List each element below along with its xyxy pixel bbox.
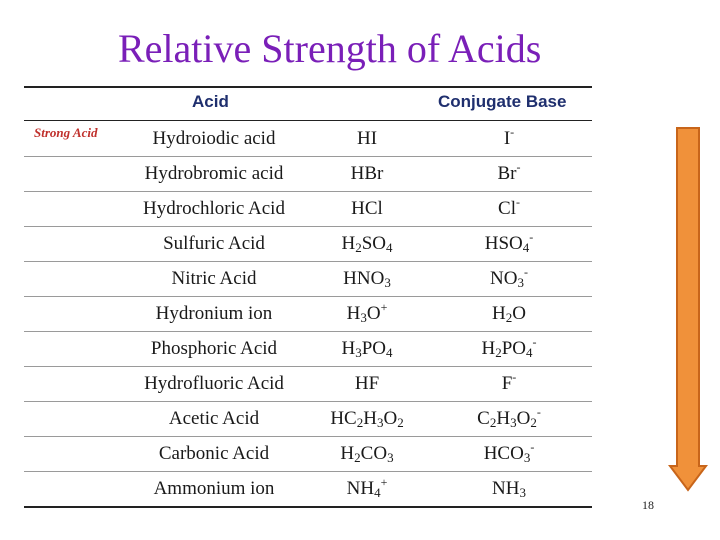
acid-name: Sulfuric Acid bbox=[163, 233, 265, 254]
formula-subscript: 2 bbox=[495, 345, 502, 360]
formula-subscript: 3 bbox=[360, 310, 367, 325]
formula-subscript: 2 bbox=[530, 415, 537, 430]
conjugate-base-formula bbox=[454, 402, 564, 436]
table-row bbox=[24, 157, 592, 192]
formula-text: H bbox=[340, 443, 355, 464]
formula-superscript: - bbox=[532, 335, 537, 349]
conjugate-base-formula bbox=[454, 122, 564, 156]
formula-subscript: 4 bbox=[386, 240, 393, 255]
page-number: 18 bbox=[642, 498, 654, 512]
formula-subscript: 3 bbox=[387, 450, 394, 465]
formula-text: CO bbox=[360, 443, 388, 464]
conjugate-base-formula bbox=[454, 297, 564, 331]
formula-text: HNO bbox=[343, 268, 385, 289]
formula-text: H bbox=[363, 408, 377, 429]
formula-superscript: - bbox=[512, 370, 517, 384]
formula-text: HF bbox=[354, 373, 380, 394]
formula-subscript: 3 bbox=[523, 450, 531, 465]
formula-superscript: - bbox=[536, 405, 541, 419]
formula-text: H bbox=[496, 408, 511, 429]
header-conjugate-base: Conjugate Base bbox=[438, 92, 567, 111]
formula-text: NH bbox=[346, 478, 375, 499]
table-row bbox=[24, 437, 592, 472]
acid-formula bbox=[312, 437, 422, 471]
conjugate-base-formula bbox=[454, 437, 564, 471]
formula-text: O bbox=[383, 408, 398, 429]
formula-text: I bbox=[503, 128, 511, 149]
formula-subscript: 4 bbox=[522, 240, 530, 255]
formula-subscript: 2 bbox=[489, 415, 497, 430]
formula-text: HCl bbox=[351, 198, 383, 219]
acid-name: Hydrofluoric Acid bbox=[144, 373, 284, 394]
table-row bbox=[24, 262, 592, 297]
formula-text: H bbox=[492, 303, 506, 324]
formula-subscript: 4 bbox=[386, 345, 393, 360]
acid-formula bbox=[312, 402, 422, 436]
formula-subscript: 2 bbox=[354, 450, 361, 465]
table-row bbox=[24, 367, 592, 402]
acid-formula bbox=[312, 332, 422, 366]
formula-subscript: 3 bbox=[384, 275, 391, 290]
acid-formula bbox=[312, 297, 422, 331]
formula-superscript: + bbox=[380, 300, 388, 314]
table-row bbox=[24, 297, 592, 332]
formula-text: HBr bbox=[350, 163, 384, 184]
conjugate-base-formula bbox=[454, 192, 564, 226]
formula-subscript: 3 bbox=[510, 415, 517, 430]
formula-text: PO bbox=[361, 338, 387, 359]
formula-text: SO bbox=[361, 233, 387, 254]
formula-superscript: - bbox=[510, 125, 515, 139]
acid-formula bbox=[312, 192, 422, 226]
acid-name: Hydroiodic acid bbox=[152, 128, 276, 149]
formula-text: NO bbox=[490, 268, 518, 289]
formula-text: HCO bbox=[483, 443, 524, 464]
formula-subscript: 3 bbox=[355, 345, 362, 360]
formula-text: HSO bbox=[484, 233, 523, 254]
formula-subscript: 3 bbox=[376, 415, 384, 430]
formula-text: H bbox=[346, 303, 361, 324]
conjugate-base-formula bbox=[454, 157, 564, 191]
double-arrow-vertical-icon bbox=[668, 126, 708, 492]
formula-text: O bbox=[512, 303, 526, 324]
formula-text: Cl bbox=[498, 198, 516, 219]
formula-superscript: - bbox=[523, 265, 528, 279]
formula-text: Br bbox=[497, 163, 517, 184]
conjugate-base-formula bbox=[454, 367, 564, 401]
table-row bbox=[24, 192, 592, 227]
formula-subscript: 4 bbox=[526, 345, 533, 360]
formula-subscript: 3 bbox=[517, 275, 524, 290]
formula-subscript: 2 bbox=[356, 415, 364, 430]
strong-acid-label: Strong Acid bbox=[34, 125, 98, 140]
formula-superscript: + bbox=[380, 475, 388, 489]
acid-name: Ammonium ion bbox=[153, 478, 275, 499]
acid-formula bbox=[312, 122, 422, 156]
acid-formula bbox=[312, 262, 422, 296]
acid-formula bbox=[312, 157, 422, 191]
table-row bbox=[24, 332, 592, 367]
formula-text: O bbox=[516, 408, 531, 429]
acid-name: Phosphoric Acid bbox=[150, 338, 278, 359]
table-body bbox=[24, 122, 592, 508]
header-acid: Acid bbox=[192, 92, 229, 111]
table-row bbox=[24, 472, 592, 508]
acid-name: Acetic Acid bbox=[168, 408, 260, 429]
acid-formula bbox=[312, 472, 422, 506]
acid-name: Hydrobromic acid bbox=[144, 163, 284, 184]
conjugate-base-formula bbox=[454, 332, 564, 366]
formula-subscript: 2 bbox=[355, 240, 362, 255]
acid-name: Hydronium ion bbox=[155, 303, 273, 324]
table-header-row bbox=[24, 88, 592, 121]
conjugate-base-formula bbox=[454, 262, 564, 296]
conjugate-base-formula bbox=[454, 227, 564, 261]
formula-superscript: - bbox=[515, 195, 520, 209]
formula-superscript: - bbox=[529, 230, 534, 244]
formula-subscript: 3 bbox=[519, 485, 526, 500]
conjugate-base-formula bbox=[454, 472, 564, 506]
formula-text: C bbox=[477, 408, 490, 429]
table-row bbox=[24, 122, 592, 157]
formula-text: H bbox=[341, 338, 356, 359]
formula-subscript: 2 bbox=[397, 415, 404, 430]
formula-superscript: - bbox=[516, 160, 521, 174]
formula-text: PO bbox=[501, 338, 527, 359]
acid-name: Carbonic Acid bbox=[158, 443, 270, 464]
acid-name: Nitric Acid bbox=[171, 268, 257, 289]
formula-text: HI bbox=[356, 128, 378, 149]
acid-formula bbox=[312, 227, 422, 261]
formula-text: O bbox=[366, 303, 381, 324]
formula-text: H bbox=[481, 338, 496, 359]
acid-formula bbox=[312, 367, 422, 401]
formula-subscript: 4 bbox=[374, 485, 381, 500]
slide-title: Relative Strength of Acids bbox=[118, 26, 542, 71]
formula-text: F bbox=[501, 373, 513, 394]
formula-text: NH bbox=[492, 478, 520, 499]
formula-text: H bbox=[341, 233, 356, 254]
formula-subscript: 2 bbox=[505, 310, 513, 325]
table-row bbox=[24, 227, 592, 262]
acid-name: Hydrochloric Acid bbox=[143, 198, 285, 219]
acid-strength-table bbox=[24, 86, 592, 510]
formula-text: HC bbox=[330, 408, 357, 429]
table-row bbox=[24, 402, 592, 437]
formula-superscript: - bbox=[530, 440, 535, 454]
